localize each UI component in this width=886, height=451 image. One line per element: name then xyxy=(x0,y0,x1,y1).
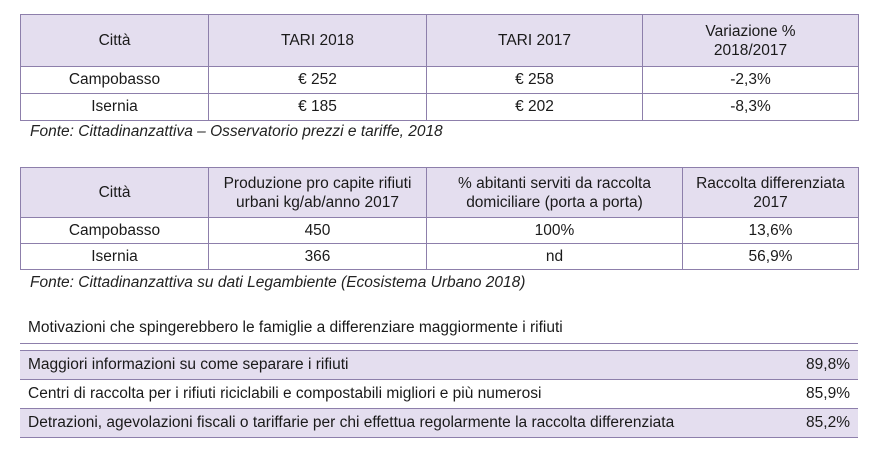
header-citta: Città xyxy=(21,168,209,218)
header-citta: Città xyxy=(21,15,209,67)
cell-variazione: -2,3% xyxy=(643,67,859,94)
cell-city: Isernia xyxy=(21,94,209,121)
motivazione-label: Centri di raccolta per i rifiuti riciclabili e compostabili migliori e più numerosi xyxy=(20,380,768,409)
tari-table xyxy=(20,14,859,121)
cell-abitanti-serviti: 100% xyxy=(427,218,683,244)
table-row xyxy=(21,244,859,270)
list-item xyxy=(20,409,858,438)
list-item xyxy=(20,380,858,409)
motivazioni-table xyxy=(20,313,858,438)
rifiuti-table xyxy=(20,167,859,270)
cell-tari-2017: € 202 xyxy=(427,94,643,121)
cell-raccolta-differenziata: 56,9% xyxy=(683,244,859,270)
header-produzione: Produzione pro capite rifiuti urbani kg/ab/anno 2017 xyxy=(209,168,427,218)
table-row xyxy=(21,218,859,244)
source-note-tari: Fonte: Cittadinanzattiva – Osservatorio prezzi e tariffe, 2018 xyxy=(30,123,443,140)
spacer-row xyxy=(20,344,858,351)
cell-produzione: 450 xyxy=(209,218,427,244)
list-item xyxy=(20,351,858,380)
rifiuti-table-header-row xyxy=(21,168,859,218)
cell-variazione: -8,3% xyxy=(643,94,859,121)
table-row xyxy=(21,94,859,121)
tari-table-header-row xyxy=(21,15,859,67)
cell-raccolta-differenziata: 13,6% xyxy=(683,218,859,244)
cell-city: Isernia xyxy=(21,244,209,270)
motivazione-label: Detrazioni, agevolazioni fiscali o tariffarie per chi effettua regolarmente la raccolta differenziata xyxy=(20,409,768,438)
header-tari-2018: TARI 2018 xyxy=(209,15,427,67)
cell-produzione: 366 xyxy=(209,244,427,270)
cell-tari-2018: € 252 xyxy=(209,67,427,94)
motivazioni-title: Motivazioni che spingerebbero le famiglie a differenziare maggiormente i rifiuti xyxy=(20,313,858,344)
table-row xyxy=(21,67,859,94)
header-variazione: Variazione % 2018/2017 xyxy=(643,15,859,67)
motivazioni-title-row xyxy=(20,313,858,344)
cell-abitanti-serviti: nd xyxy=(427,244,683,270)
cell-tari-2018: € 185 xyxy=(209,94,427,121)
header-abitanti-serviti: % abitanti serviti da raccolta domiciliare (porta a porta) xyxy=(427,168,683,218)
cell-tari-2017: € 258 xyxy=(427,67,643,94)
motivazione-value: 85,9% xyxy=(768,380,858,409)
motivazione-label: Maggiori informazioni su come separare i rifiuti xyxy=(20,351,768,380)
source-note-rifiuti: Fonte: Cittadinanzattiva su dati Legambiente (Ecosistema Urbano 2018) xyxy=(30,274,526,291)
cell-city: Campobasso xyxy=(21,67,209,94)
header-tari-2017: TARI 2017 xyxy=(427,15,643,67)
motivazione-value: 89,8% xyxy=(768,351,858,380)
header-raccolta-differenziata: Raccolta differenziata 2017 xyxy=(683,168,859,218)
cell-city: Campobasso xyxy=(21,218,209,244)
motivazione-value: 85,2% xyxy=(768,409,858,438)
